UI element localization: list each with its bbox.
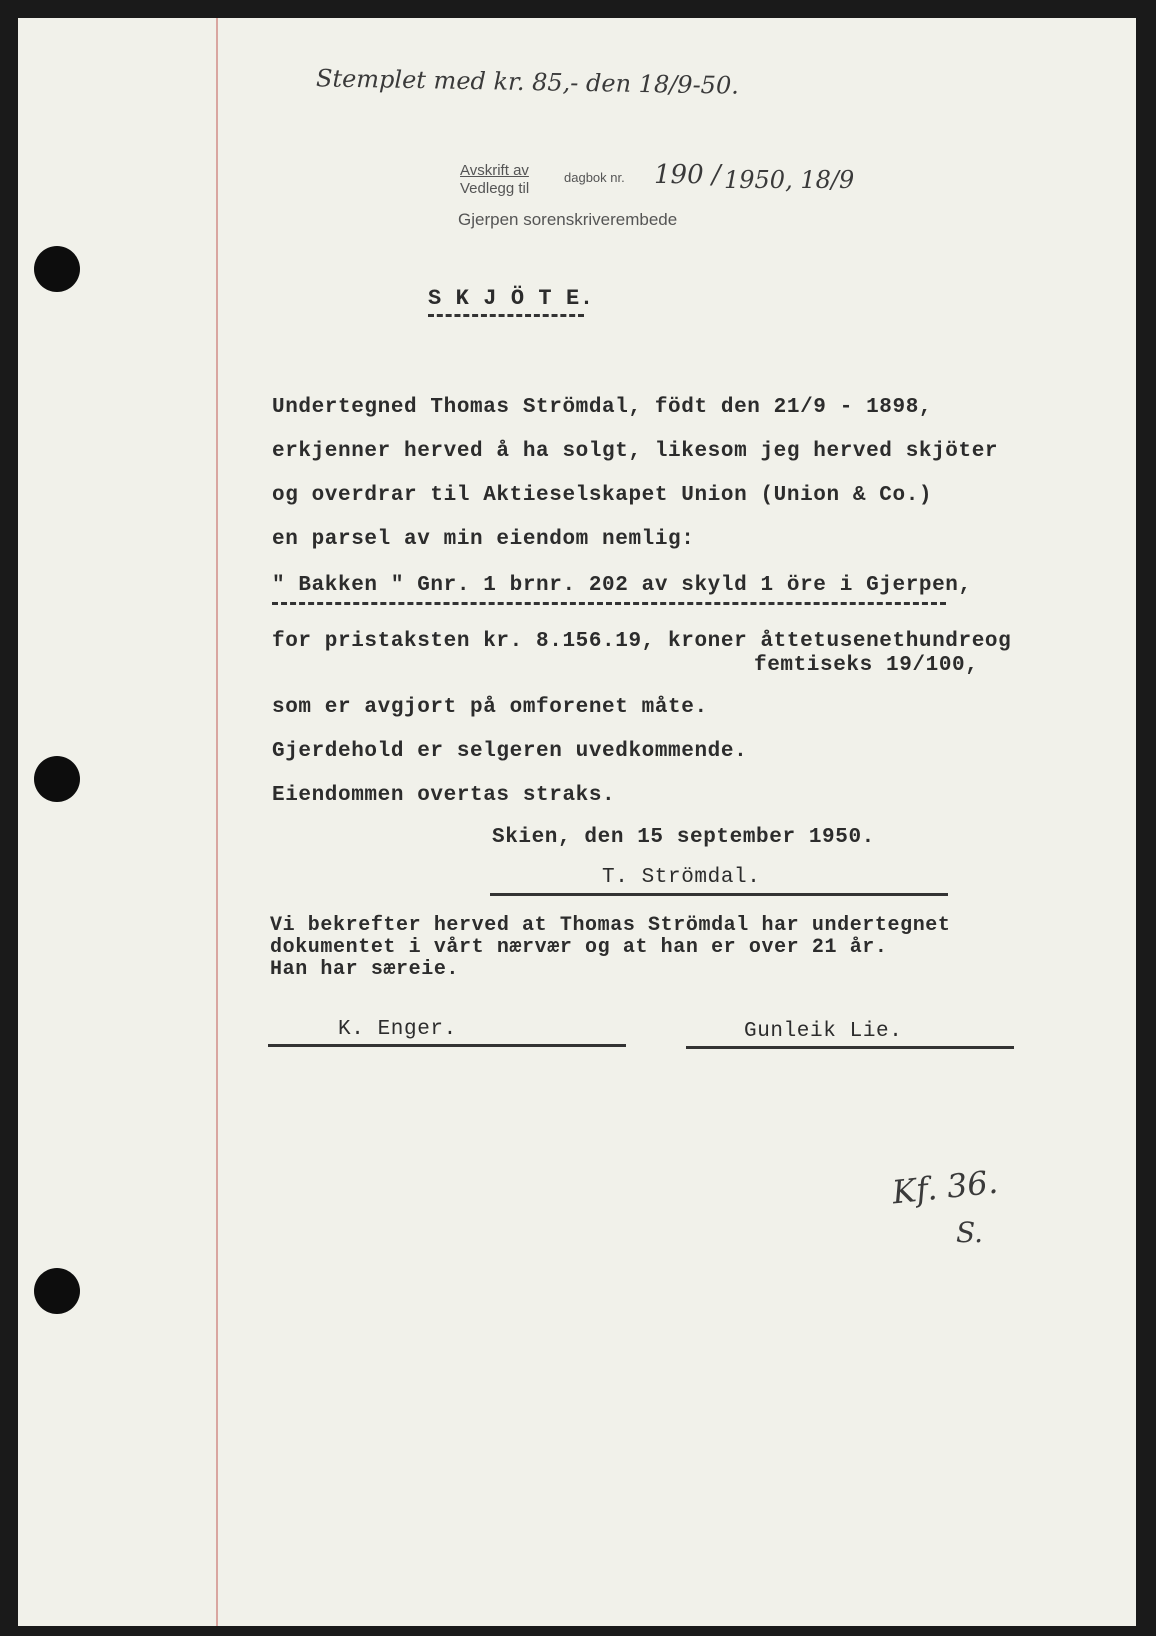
witness-line-2: dokumentet i vårt nærvær og at han er over 21 år. xyxy=(270,936,888,959)
handwritten-bottom-note-2: S. xyxy=(956,1216,984,1249)
document-title: S K J Ö T E. xyxy=(428,286,594,311)
stamp-line-1: Avskrift av xyxy=(460,162,529,179)
body-line-property: " Bakken " Gnr. 1 brnr. 202 av skyld 1 öre i Gjerpen, xyxy=(272,574,972,597)
body-line-4: en parsel av min eiendom nemlig: xyxy=(272,528,695,551)
punch-hole-middle xyxy=(34,756,80,802)
punch-hole-top xyxy=(34,246,80,292)
body-line-8: Gjerdehold er selgeren uvedkommende. xyxy=(272,740,748,763)
body-line-7: som er avgjort på omforenet måte. xyxy=(272,696,708,719)
property-underline xyxy=(272,602,946,605)
stamp-line-2: Vedlegg til xyxy=(460,180,530,197)
seller-signature-line xyxy=(490,893,948,896)
body-line-price-cont: femtiseks 19/100, xyxy=(754,654,979,677)
body-line-1: Undertegned Thomas Strömdal, födt den 21/9 - 1898, xyxy=(272,396,933,419)
body-line-2: erkjenner herved å ha solgt, likesom jeg herved skjöter xyxy=(272,440,999,463)
punch-hole-bottom xyxy=(34,1268,80,1314)
body-line-3: og overdrar til Aktieselskapet Union (Union & Co.) xyxy=(272,484,933,507)
handwritten-bottom-note-1: Kf. 36. xyxy=(890,1162,1000,1212)
witness-1-line xyxy=(268,1044,626,1047)
document-page xyxy=(18,18,1136,1626)
title-underline xyxy=(428,314,584,317)
witness-line-1: Vi bekrefter herved at Thomas Strömdal har undertegnet xyxy=(270,914,951,937)
margin-line xyxy=(216,18,218,1626)
handwritten-dagbok-date: 1950, 18/9 xyxy=(724,166,855,194)
body-line-9: Eiendommen overtas straks. xyxy=(272,784,616,807)
witness-2-line xyxy=(686,1046,1014,1049)
handwritten-dagbok-number: 190 / xyxy=(654,160,721,190)
stamp-office: Gjerpen sorenskriverembede xyxy=(458,210,678,229)
seller-signature: T. Strömdal. xyxy=(602,866,761,889)
body-line-price: for pristaksten kr. 8.156.19, kroner åttetusenethundreog xyxy=(272,630,1012,653)
witness-1-signature: K. Enger. xyxy=(338,1018,457,1041)
stamp-dagbok-label: dagbok nr. xyxy=(564,170,625,185)
handwritten-stamp-note: Stemplet med kr. 85,- den 18/9-50. xyxy=(315,64,740,100)
witness-2-signature: Gunleik Lie. xyxy=(744,1020,903,1043)
place-date: Skien, den 15 september 1950. xyxy=(492,826,875,849)
witness-line-3: Han har særeie. xyxy=(270,958,460,981)
